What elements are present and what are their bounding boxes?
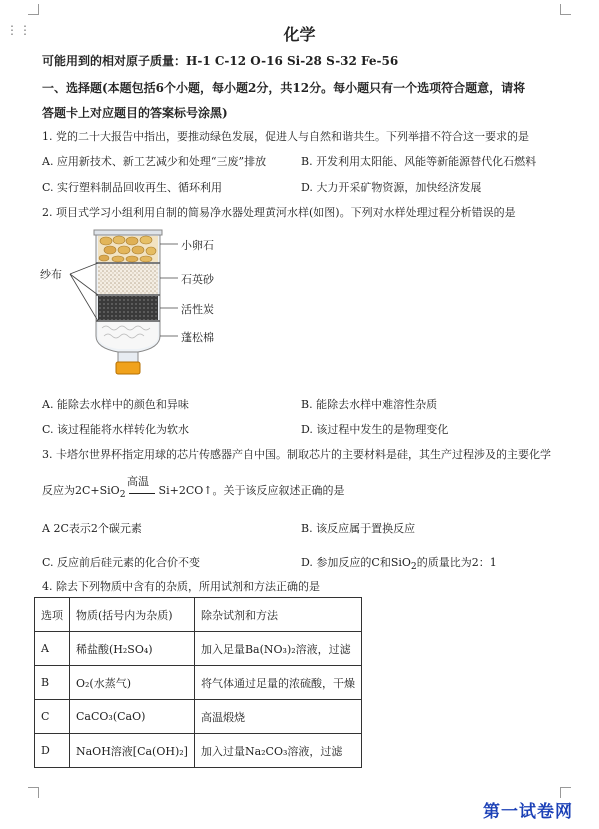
label-pebble: 小卵石 — [181, 239, 214, 252]
atomic-masses: 可能用到的相对原子质量：H-1 C-12 O-16 Si-28 S-32 Fe-56 — [42, 54, 399, 68]
water-filter-figure — [38, 226, 248, 386]
label-carbon: 活性炭 — [181, 303, 214, 316]
drag-handle-icon[interactable]: ⋮⋮ — [6, 23, 32, 37]
q3-d-sub: 2 — [410, 561, 417, 573]
table-cell: NaOH溶液[Ca(OH)₂] — [70, 734, 195, 768]
table-cell: 将气体通过足量的浓硫酸，干燥 — [194, 666, 361, 700]
table-row — [35, 632, 362, 666]
q2-option-a: A. 能除去水样中的颜色和异味 — [42, 398, 189, 411]
reaction-condition — [127, 475, 155, 494]
corner-mark — [28, 787, 39, 798]
q3-d-prefix: D. 参加反应的C和SiO — [301, 556, 411, 569]
q1-option-b: B. 开发利用太阳能、风能等新能源替代化石燃料 — [301, 155, 537, 168]
table-cell: O₂(水蒸气) — [70, 666, 195, 700]
q1-option-d: D. 大力开采矿物资源，加快经济发展 — [301, 181, 482, 194]
table-cell: 加入过量Na₂CO₃溶液，过滤 — [194, 734, 361, 768]
q3-equation — [42, 475, 345, 501]
label-cotton: 蓬松棉 — [181, 331, 214, 344]
table-header: 除杂试剂和方法 — [194, 598, 361, 632]
page-title: 化学 — [283, 25, 316, 44]
table-row — [35, 734, 362, 768]
table-cell: D — [35, 734, 70, 768]
water-filter-bottle-icon — [38, 226, 248, 386]
table-cell: 稀盐酸(H₂SO₄) — [70, 632, 195, 666]
q3-eq-sub: 2 — [119, 489, 126, 501]
q4-stem: 4. 除去下列物质中含有的杂质，所用试剂和方法正确的是 — [42, 580, 320, 593]
q2-stem: 2. 项目式学习小组利用自制的简易净水器处理黄河水样(如图)。下列对水样处理过程分析错误的是 — [42, 206, 516, 219]
table-cell: A — [35, 632, 70, 666]
table-cell: 加入足量Ba(NO₃)₂溶液，过滤 — [194, 632, 361, 666]
q2-option-d: D. 该过程中发生的是物理变化 — [301, 423, 449, 436]
label-gauze: 纱布 — [40, 268, 62, 281]
corner-mark — [560, 4, 571, 15]
table-cell: B — [35, 666, 70, 700]
corner-mark — [28, 4, 39, 15]
table-header: 选项 — [35, 598, 70, 632]
q3-option-b: B. 该反应属于置换反应 — [301, 522, 416, 535]
table-header: 物质(括号内为杂质) — [70, 598, 195, 632]
q2-option-b: B. 能除去水样中难溶性杂质 — [301, 398, 438, 411]
table-header-row — [35, 598, 362, 632]
section-heading: 一、选择题(本题包括6个小题，每小题2分，共12分。每小题只有一个选项符合题意，请将 — [42, 81, 526, 95]
q3-eq-products: Si+2CO↑ — [158, 484, 213, 497]
q3-option-a: A 2C表示2个碳元素 — [42, 522, 142, 535]
q3-d-suffix: 的质量比为2：1 — [416, 556, 497, 569]
q4-table — [34, 597, 362, 768]
q3-option-d — [301, 554, 497, 572]
q1-option-a: A. 应用新技术、新工艺减少和处理“三废”排放 — [42, 155, 267, 168]
q3-option-c: C. 反应前后硅元素的化合价不变 — [42, 556, 201, 569]
q2-option-c: C. 该过程能将水样转化为软水 — [42, 423, 190, 436]
q1-option-c: C. 实行塑料制品回收再生、循环利用 — [42, 181, 223, 194]
watermark-logo: 第一试卷网 — [483, 802, 573, 822]
q3-eq-prefix: 反应为2C+SiO — [42, 484, 120, 497]
table-cell: 高温煅烧 — [194, 700, 361, 734]
table-row — [35, 700, 362, 734]
table-cell: CaCO₃(CaO) — [70, 700, 195, 734]
q3-eq-suffix: 。关于该反应叙述正确的是 — [212, 484, 345, 497]
section-heading-cont: 答题卡上对应题目的答案标号涂黑) — [42, 106, 228, 120]
label-quartz: 石英砂 — [181, 273, 214, 286]
table-cell: C — [35, 700, 70, 734]
q3-stem: 3. 卡塔尔世界杯指定用球的芯片传感器产自中国。制取芯片的主要材料是硅，其生产过程涉及的主要化学 — [42, 448, 551, 461]
q1-stem: 1. 党的二十大报告中指出，要推动绿色发展，促进人与自然和谐共生。下列举措不符合这一要求的是 — [42, 130, 529, 143]
table-row — [35, 666, 362, 700]
condition-label: 高温 — [127, 475, 150, 488]
